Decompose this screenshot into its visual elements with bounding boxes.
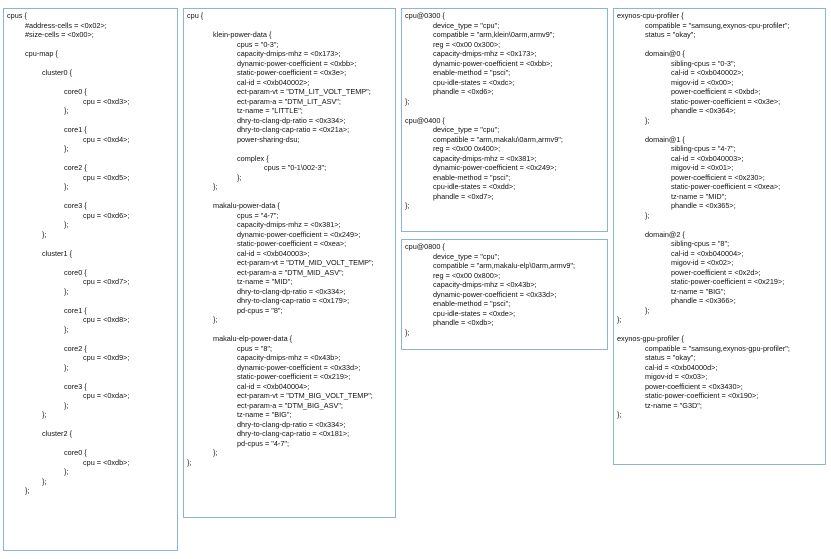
code-line: };: [42, 410, 47, 419]
code-line: dhry-to-clang-dp-ratio = <0x334>;: [237, 286, 346, 296]
code-line: cpu = <0xd6>;: [83, 210, 130, 220]
code-line: exynos-gpu-profiler {: [617, 334, 684, 343]
code-line: phandle = <0xd6>;: [433, 87, 494, 96]
code-line: reg = <0x00 0x400>;: [433, 144, 501, 153]
code-line: cpu {: [187, 11, 204, 20]
code-line: sibling-cpus = "8";: [671, 239, 730, 248]
code-line: makalu-elp-power-data {: [213, 334, 293, 343]
code-line: cpu = <0xda>;: [83, 391, 130, 400]
code-line: cpu@0300 {: [405, 11, 445, 20]
code-line: compatible = "arm,klein\0arm,armv9";: [433, 30, 555, 39]
code-line: };: [42, 476, 47, 486]
code-line: cal-id = <0xb040002>;: [237, 77, 310, 87]
code-line: klein-power-data {: [213, 30, 272, 39]
code-line: cpu-map {: [25, 49, 58, 58]
code-line: core1 {: [64, 305, 87, 315]
code-line: tz-name = "MID";: [671, 191, 727, 201]
code-line: core0 {: [64, 87, 87, 96]
code-line: pd-cpus = "8";: [237, 305, 283, 315]
code-line: };: [405, 327, 410, 337]
code-line: migov-id = <0x01>;: [671, 163, 734, 172]
code-line: };: [64, 220, 69, 229]
code-line: enable-method = "psci";: [433, 172, 511, 182]
code-line: };: [64, 324, 69, 334]
code-line: dynamic-power-coefficient = <0x33d>;: [433, 289, 557, 299]
code-line: migov-id = <0x02>;: [671, 258, 734, 267]
code-line: cpu = <0xd4>;: [83, 134, 130, 144]
code-line: static-power-coefficient = <0x219>;: [671, 277, 785, 286]
code-line: domain@2 {: [645, 229, 685, 239]
code-line: cpu-idle-states = <0xdc>;: [433, 77, 515, 87]
code-line: dhry-to-clang-dp-ratio = <0x334>;: [237, 115, 346, 125]
code-line: core3 {: [64, 201, 87, 210]
code-line: };: [645, 210, 650, 220]
code-line: tz-name = "BIG";: [671, 286, 726, 296]
code-line: cpus {: [7, 11, 27, 20]
code-line: cpus = "0-3";: [237, 39, 279, 49]
code-line: sibling-cpus = "4-7";: [671, 144, 736, 153]
code-line: device_type = "cpu";: [433, 20, 500, 30]
cpu-power-data-panel: [183, 8, 396, 518]
code-line: dhry-to-clang-dp-ratio = <0x334>;: [237, 419, 346, 429]
code-line: ect-param-a = "DTM_MID_ASV";: [237, 267, 344, 277]
code-line: compatible = "arm,makalu\0arm,armv9";: [433, 134, 563, 144]
code-line: };: [64, 286, 69, 296]
code-line: cpu@0800 {: [405, 242, 445, 251]
code-line: status = "okay";: [645, 353, 696, 362]
code-line: dynamic-power-coefficient = <0xbb>;: [433, 58, 553, 68]
code-line: dhry-to-clang-cap-ratio = <0x181>;: [237, 429, 350, 438]
code-line: static-power-coefficient = <0xea>;: [237, 239, 347, 248]
code-line: static-power-coefficient = <0x3e>;: [237, 68, 347, 77]
code-line: };: [64, 467, 69, 476]
code-line: power-sharing-dsu;: [237, 134, 300, 144]
code-line: #size-cells = <0x00>;: [25, 30, 94, 39]
code-line: capacity-dmips-mhz = <0x173>;: [237, 49, 341, 58]
code-line: capacity-dmips-mhz = <0x43b>;: [433, 280, 537, 289]
code-line: capacity-dmips-mhz = <0x381>;: [433, 153, 537, 163]
code-line: };: [213, 182, 218, 191]
code-line: device_type = "cpu";: [433, 125, 500, 134]
code-line: };: [25, 486, 30, 495]
cpu-0300-0400-panel: [401, 8, 608, 232]
code-line: enable-method = "psci";: [433, 68, 511, 77]
code-line: static-power-coefficient = <0x3e>;: [671, 96, 781, 106]
code-line: dynamic-power-coefficient = <0x249>;: [237, 229, 361, 239]
code-line: cluster2 {: [42, 429, 73, 438]
code-line: power-coefficient = <0xbd>;: [671, 87, 761, 96]
code-line: compatible = "samsung,exynos-cpu-profiler";: [645, 20, 790, 30]
code-line: cpu-idle-states = <0xde>;: [433, 308, 516, 318]
code-line: cal-id = <0xb040003>;: [237, 248, 310, 258]
code-line: reg = <0x00 0x300>;: [433, 39, 501, 49]
code-line: cluster1 {: [42, 248, 73, 258]
code-line: };: [645, 115, 650, 125]
code-line: };: [213, 448, 218, 457]
code-line: compatible = "arm,makalu-elp\0arm,armv9";: [433, 261, 576, 270]
code-line: cal-id = <0xb040002>;: [671, 68, 744, 77]
code-line: tz-name = "BIG";: [237, 410, 292, 419]
exynos-profiler-panel: [613, 8, 826, 465]
code-line: phandle = <0xdb>;: [433, 318, 494, 327]
code-line: };: [64, 182, 69, 191]
code-line: };: [213, 315, 218, 324]
code-line: core2 {: [64, 343, 87, 353]
code-line: phandle = <0x365>;: [671, 201, 736, 210]
code-line: makalu-power-data {: [213, 201, 280, 210]
code-line: migov-id = <0x03>;: [645, 372, 708, 381]
code-line: ect-param-vt = "DTM_LIT_VOLT_TEMP";: [237, 87, 371, 96]
code-line: ect-param-a = "DTM_LIT_ASV";: [237, 96, 341, 106]
code-line: cpu = <0xd8>;: [83, 315, 130, 324]
code-line: pd-cpus = "4-7";: [237, 438, 290, 448]
code-line: cpu = <0xd3>;: [83, 96, 130, 106]
code-line: dynamic-power-coefficient = <0x249>;: [433, 163, 557, 172]
code-line: tz-name = "G3D";: [645, 400, 702, 410]
code-line: cpu = <0xdb>;: [83, 457, 130, 467]
code-line: };: [64, 362, 69, 372]
code-line: static-power-coefficient = <0x190>;: [645, 391, 759, 400]
code-line: core1 {: [64, 125, 87, 134]
code-line: cal-id = <0xb04000d>;: [645, 362, 718, 372]
code-line: };: [42, 229, 47, 239]
code-line: compatible = "samsung,exynos-gpu-profiler";: [645, 343, 790, 353]
code-line: cpu = <0xd5>;: [83, 172, 130, 182]
code-line: };: [64, 400, 69, 410]
code-line: cpu-idle-states = <0xdd>;: [433, 182, 516, 191]
code-line: power-coefficient = <0x2d>;: [671, 267, 761, 277]
code-line: migov-id = <0x00>;: [671, 77, 734, 87]
code-line: core0 {: [64, 267, 87, 277]
code-line: power-coefficient = <0x230>;: [671, 172, 765, 182]
code-line: };: [617, 315, 622, 324]
code-line: phandle = <0xd7>;: [433, 191, 494, 201]
code-line: reg = <0x00 0x800>;: [433, 270, 501, 280]
code-line: static-power-coefficient = <0x219>;: [237, 372, 351, 381]
code-line: dynamic-power-coefficient = <0x33d>;: [237, 362, 361, 372]
code-line: tz-name = "LITTLE";: [237, 106, 303, 115]
code-line: cluster0 {: [42, 68, 73, 77]
code-line: sibling-cpus = "0-3";: [671, 58, 736, 68]
code-line: };: [64, 106, 69, 115]
cpu-0800-panel: [401, 239, 608, 350]
code-line: ect-param-vt = "DTM_BIG_VOLT_TEMP";: [237, 391, 373, 400]
code-line: dynamic-power-coefficient = <0xbb>;: [237, 58, 357, 68]
code-line: complex {: [237, 153, 269, 163]
code-line: cpu = <0xd7>;: [83, 277, 130, 286]
code-line: cpus = "0-1\002-3";: [264, 163, 327, 172]
code-line: #address-cells = <0x02>;: [25, 20, 107, 30]
code-line: exynos-cpu-profiler {: [617, 11, 684, 20]
code-line: device_type = "cpu";: [433, 251, 500, 261]
code-line: cpu = <0xd9>;: [83, 353, 130, 362]
code-line: core2 {: [64, 163, 87, 172]
code-line: };: [64, 144, 69, 153]
code-line: domain@0 {: [645, 49, 685, 58]
code-line: };: [405, 201, 410, 210]
code-line: capacity-dmips-mhz = <0x381>;: [237, 220, 341, 229]
code-line: };: [187, 457, 192, 467]
code-line: dhry-to-clang-cap-ratio = <0x179>;: [237, 296, 350, 305]
code-line: };: [237, 172, 242, 182]
code-line: tz-name = "MID";: [237, 277, 293, 286]
code-line: status = "okay";: [645, 30, 696, 39]
code-line: core0 {: [64, 448, 87, 457]
code-line: power-coefficient = <0x3430>;: [645, 381, 743, 391]
code-line: static-power-coefficient = <0xea>;: [671, 182, 781, 191]
code-line: cal-id = <0xb040004>;: [671, 248, 744, 258]
cpus-panel: [3, 8, 178, 551]
code-line: core3 {: [64, 381, 87, 391]
code-line: capacity-dmips-mhz = <0x173>;: [433, 49, 537, 58]
code-line: };: [645, 305, 650, 315]
code-line: phandle = <0x366>;: [671, 296, 736, 305]
code-line: cal-id = <0xb040003>;: [671, 153, 744, 163]
code-line: enable-method = "psci";: [433, 299, 511, 308]
code-line: dhry-to-clang-cap-ratio = <0x21a>;: [237, 125, 350, 134]
code-line: domain@1 {: [645, 134, 685, 144]
code-line: cpus = "4-7";: [237, 210, 279, 220]
code-line: cal-id = <0xb040004>;: [237, 381, 310, 391]
code-line: };: [405, 96, 410, 106]
code-line: };: [617, 410, 622, 419]
code-line: cpus = "8";: [237, 343, 272, 353]
code-line: ect-param-a = "DTM_BIG_ASV";: [237, 400, 343, 410]
code-line: ect-param-vt = "DTM_MID_VOLT_TEMP";: [237, 258, 374, 267]
code-line: cpu@0400 {: [405, 115, 445, 125]
code-line: capacity-dmips-mhz = <0x43b>;: [237, 353, 341, 362]
code-line: phandle = <0x364>;: [671, 106, 736, 115]
